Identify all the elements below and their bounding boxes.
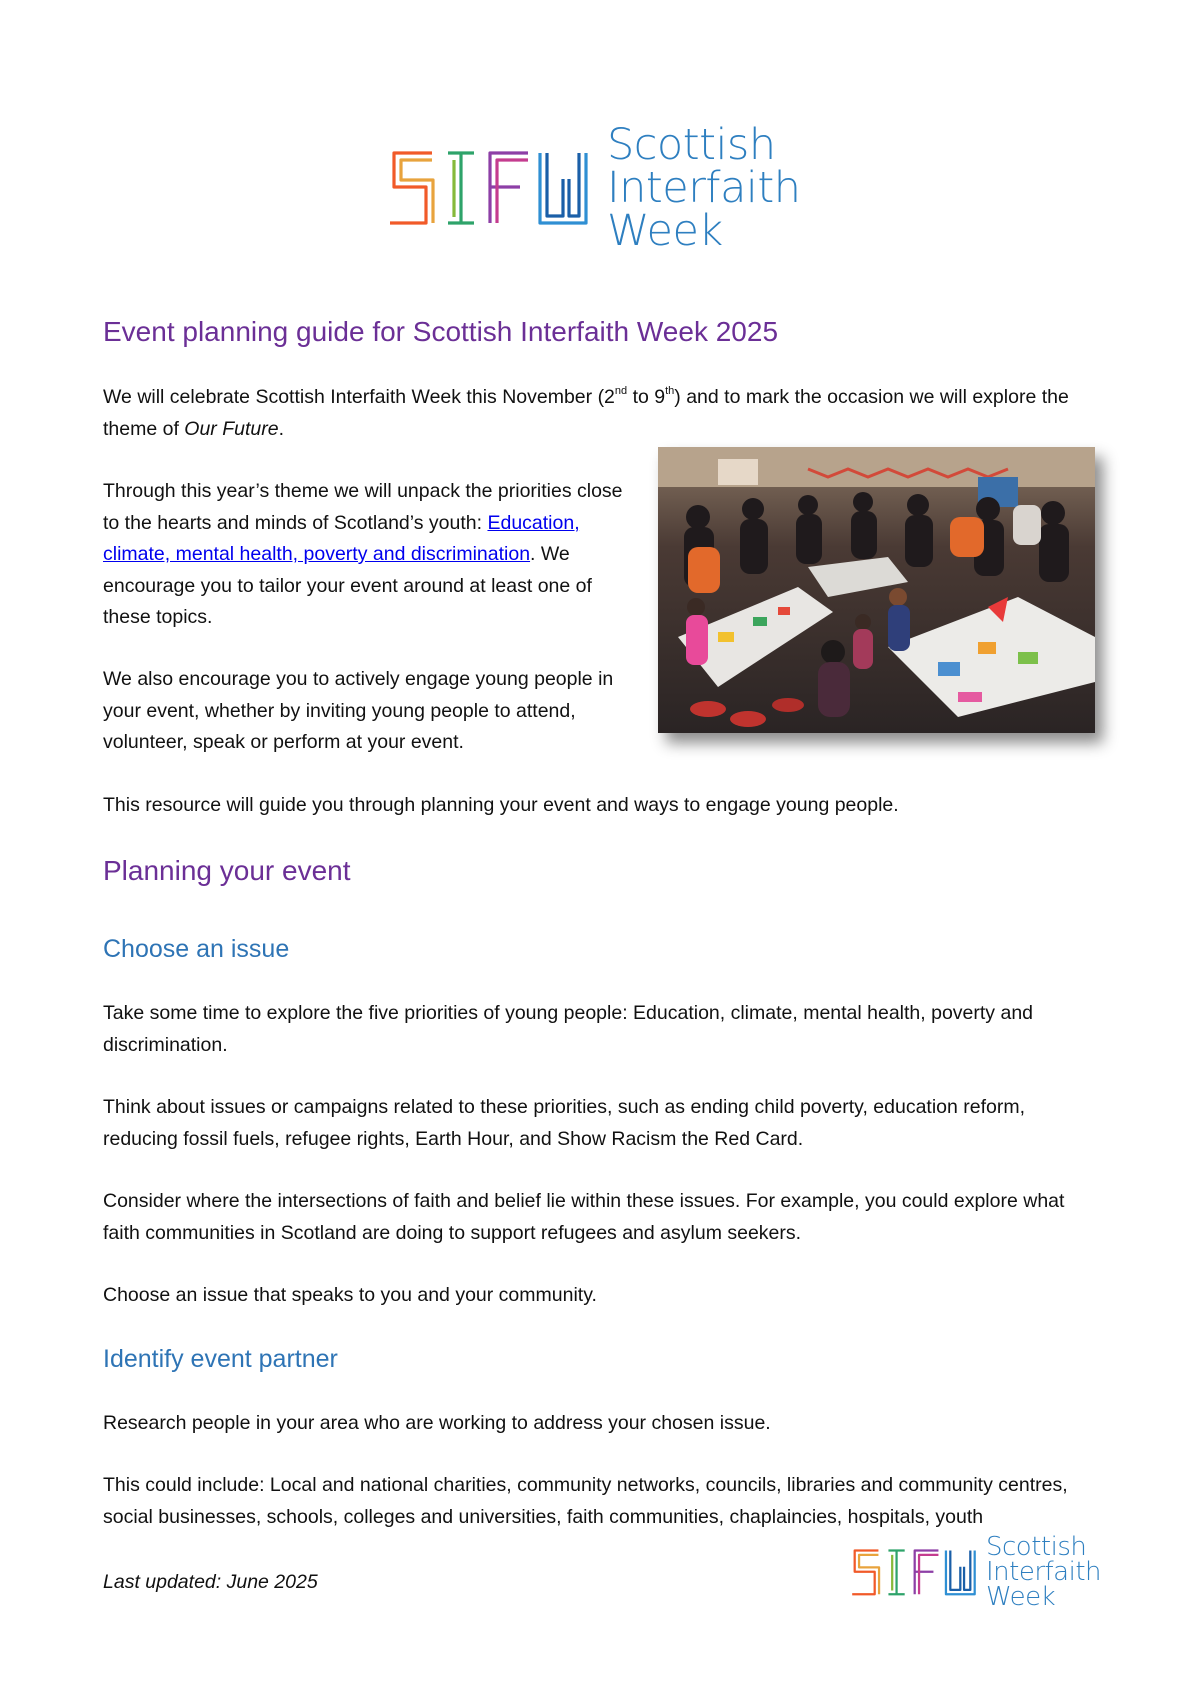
footer-logo-line-week: Week [986,1582,1056,1612]
heading-planning: Planning your event [103,855,351,886]
partner-paragraph-1: Research people in your area who are working to address your chosen issue. [103,1412,771,1434]
footer-logo [850,1532,1102,1612]
event-photo-illustration [658,447,1095,733]
heading-identify-partner: Identify event partner [103,1345,338,1373]
footer-logo-text [986,1532,1102,1612]
logo-line-scottish: Scottish [607,120,776,170]
choose-paragraph-3: Consider where the intersections of faith and belief lie within these issues. For example, you could explore what faith communities in Scotland are doing to support refugees and asylum seekers. [103,1190,1065,1244]
event-photo [658,447,1095,733]
engage-paragraph: We also encourage you to actively engage young people in your event, whether by inviting young people to attend, volunteer, speak or perform at your event. [103,668,614,753]
sifw-logo [388,120,801,256]
theme-name: Our Future [184,417,279,440]
choose-paragraph-2: Think about issues or campaigns related to these priorities, such as ending child poverty, education reform, reducing fossil fuels, refugee rights, Earth Hour, and Show Racism the Red Card. [103,1096,1026,1150]
footer-sifw-letter-mark [850,1548,980,1598]
intro-paragraph: We will celebrate Scottish Interfaith Week this November (2nd to 9th) and to mark the occasion we will explore the theme of Our Future. [103,384,1069,440]
heading-choose-issue: Choose an issue [103,935,290,963]
partner-paragraph-2: This could include: Local and national charities, community networks, councils, libraries and community centres, social businesses, schools, colleges and universities, faith communities, chaplaincies, hospitals, youth [103,1474,1068,1528]
sifw-logo-text [607,120,801,256]
last-updated-note: Last updated: June 2025 [103,1571,318,1593]
footer-logo-line-scottish: Scottish [986,1532,1087,1562]
choose-paragraph-1: Take some time to explore the five priorities of young people: Education, climate, mental health, poverty and discrimination. [103,1002,1034,1056]
footer-logo-line-interfaith: Interfaith [986,1557,1102,1587]
sifw-letter-mark [388,149,593,229]
choose-paragraph-4: Choose an issue that speaks to you and your community. [103,1284,597,1306]
logo-line-week: Week [607,206,723,256]
resource-paragraph: This resource will guide you through planning your event and ways to engage young people. [103,794,899,816]
priorities-link[interactable]: Education, climate, mental health, poverty and discrimination [103,511,580,565]
logo-line-interfaith: Interfaith [607,163,801,213]
page-title: Event planning guide for Scottish Interfaith Week 2025 [103,316,779,347]
priorities-paragraph: Through this year’s theme we will unpack the priorities close to the hearts and minds of Scotland’s youth: Education, climate, mental health, poverty and discrimination. We encourage you to tailor your event around at least one of these topics. [103,480,623,628]
